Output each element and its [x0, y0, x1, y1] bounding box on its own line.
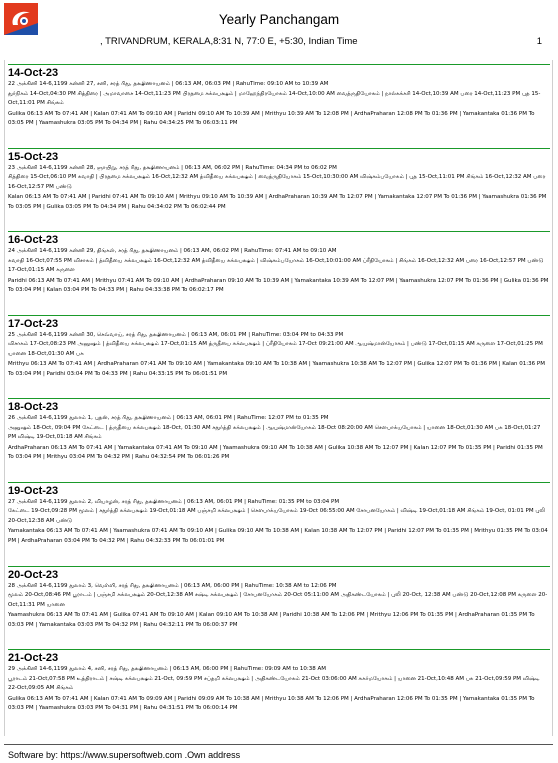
- day-details: சுவாதி 16-Oct,07:55 PM விசாகம் | த்விதீயை சுக்லபக்ஷம் 16-Oct,12:32 AM த்விதீயை சுக்லபக்ஷம் | விஷ்கம்பயோகம் 16-Oct,10:01:00 AM ப்ரீதியோகம் | சிங்கம் 16-Oct,12:32 AM பரை 16-Oct,12:57 PM பண்டு 17-Oct,01:15 AM கருளை: [8, 257, 544, 274]
- day-timings: Kalan 06:13 AM To 07:41 AM | Paridhi 07:41 AM To 09:10 AM | Mrithyu 09:10 AM To 10:39 AM | ArdhaPraharan 10:39 AM To 12:07 PM | Yamakantaka 12:07 PM To 01:36 PM | Yaamashukra 01:36 PM To 03:05 PM | Gulika 03:05 PM To 04:34 PM | Rahu 04:34:02 PM To 06:02:44 PM: [8, 194, 547, 210]
- day-summary: 27 அக்கினி 14-6,1199 துலாம் 2, வியாழன், சரத் ரிது, தக்ஷிணாயனம் | 06:13 AM, 06:01 PM | RahuTime: 01:35 PM to 03:04 PM: [8, 498, 340, 505]
- day-entry: [8, 148, 550, 232]
- day-details: பூராடம் 21-Oct,07:58 PM உத்திராடம் | சஷ்டி சுக்லபக்ஷம் 21-Oct, 09:59 PM சப்தமி சுக்லபக்ஷம் | அதிகண்டயோகம் 21-Oct 03:06:00 AM சுகர்மயோகம் | யானை 21-Oct,10:48 AM பசு 21-Oct,09:59 PM விஷ்டி 22-Oct,09:05 AM சிங்கம்: [8, 675, 540, 692]
- day-details: துர்நிகம் 14-Oct,04:30 PM சித்திரை | அமாவாசை 14-Oct,11:23 PM பிரதமை சுக்லபக்ஷம் | மாஹேந்திரயோகம் 14-Oct,10:00 AM வைத்ருதியோகம் | நால்கக்கரி 14-Oct,10:39 AM பரை 14-Oct,11:23 PM புத 15-Oct,11:01 PM சிங்கம்: [8, 90, 541, 106]
- day-entry: [8, 315, 550, 399]
- day-list: [8, 64, 550, 733]
- day-summary: 22 அக்கினி 14-6,1199 கன்னி 27, சனி, சரத் ரிது, தக்ஷிணாயனம் | 06:13 AM, 06:03 PM | RahuTime: 09:10 AM to 10:39 AM: [8, 81, 329, 87]
- day-timings: Gulika 06:13 AM To 07:41 AM | Kalan 07:41 AM To 09:09 AM | Paridhi 09:09 AM To 10:38 AM | Mrithyu 10:38 AM To 12:06 PM | ArdhaPraharan 12:06 PM To 01:35 PM | Yamakantaka 01:35 PM To 03:03 PM | Yaamashukra 03:03 PM To 04:31 PM | Rahu 04:31:51 PM To 06:00:14 PM: [8, 695, 535, 712]
- day-details: சித்திரை 15-Oct,06:10 PM சுவாதி | பிரதமை சுக்லபக்ஷம் 16-Oct,12:32 AM த்விதீயை சுக்லபக்ஷம் | வைத்ருதியோகம் 15-Oct,10:30:00 AM விஷ்கம்பயோகம் | புத 15-Oct,11:01 PM சிங்கம் 16-Oct,12:32 AM பரை 16-Oct,12:57 PM பண்டு: [8, 174, 546, 190]
- day-details: மூலம் 20-Oct,08:46 PM பூராடம் | பஞ்சமி சுக்லபக்ஷம் 20-Oct,12:38 AM சஷ்டி சுக்லபக்ஷம் | சோபனயோகம் 20-Oct 05:11:00 AM அதிகண்டயோகம் | புலி 20-Oct, 12:38 AM பண்டு 20-Oct,12:08 PM கருளை 20-Oct,11:31 PM யானை: [8, 592, 548, 608]
- day-timings: Paridhi 06:13 AM To 07:41 AM | Mrithyu 07:41 AM To 09:10 AM | ArdhaPraharan 09:10 AM To 10:39 AM | Yamakantaka 10:39 AM To 12:07 PM | Yaamashukra 12:07 PM To 01:36 PM | Gulika 01:36 PM To 03:04 PM | Kalan 03:04 PM To 04:33 PM | Rahu 04:33:38 PM To 06:02:17 PM: [8, 277, 549, 294]
- day-timings: Gulika 06:13 AM To 07:41 AM | Kalan 07:41 AM To 09:10 AM | Paridhi 09:10 AM To 10:39 AM | Mrithyu 10:39 AM To 12:08 PM | ArdhaPraharan 12:08 PM To 01:36 PM | Yamakantaka 01:36 PM To 03:05 PM | Yaamashukra 03:05 PM To 04:34 PM | Rahu 04:34:25 PM To 06:03:11 PM: [8, 110, 535, 126]
- day-date: 20-Oct-23: [8, 568, 59, 581]
- day-date: 16-Oct-23: [8, 234, 59, 247]
- day-entry: [8, 482, 550, 566]
- day-summary: 26 அக்கினி 14-6,1199 துலாம் 1, புதன், சரத் ரிது, தக்ஷிணாயனம் | 06:13 AM, 06:01 PM | RahuTime: 12:07 PM to 01:35 PM: [8, 415, 329, 422]
- day-entry: [8, 64, 550, 148]
- day-timings: Yaamashukra 06:13 AM To 07:41 AM | Gulika 07:41 AM To 09:10 AM | Kalan 09:10 AM To 10:38 AM | Paridhi 10:38 AM To 12:06 PM | Mrithyu 12:06 PM To 01:35 PM | ArdhaPraharan 01:35 PM To 03:03 PM | Yamakantaka 03:03 PM To 04:32 PM | Rahu 04:32:11 PM To 06:00:37 PM: [8, 612, 535, 628]
- day-timings: ArdhaPraharan 06:13 AM To 07:41 AM | Yamakantaka 07:41 AM To 09:10 AM | Yaamashukra 09:10 AM To 10:38 AM | Gulika 10:38 AM To 12:07 PM | Kalan 12:07 PM To 01:35 PM | Paridhi 01:35 PM To 03:04 PM | Mrithyu 03:04 PM To 04:32 PM | Rahu 04:32:54 PM To 06:01:26 PM: [8, 444, 543, 461]
- location-info: , TRIVANDRUM, KERALA,8:31 N, 77:0 E, +5:30, Indian Time: [100, 36, 358, 47]
- day-details: கேட்டை 19-Oct,09:28 PM மூலம் | சதுர்த்தி சுக்லபக்ஷம் 19-Oct,01:18 AM பஞ்சமி சுக்லபக்ஷம் | சௌபாக்யயோகம் 19-Oct 06:55:00 AM சோபனயோகம் | விஷ்டி 19-Oct,01:18 AM சிங்கம் 19-Oct, 01:01 PM புலி 20-Oct,12:38 AM பண்டு: [8, 508, 546, 524]
- day-summary: 29 அக்கினி 14-6,1199 துலாம் 4, சனி, சரத் ரிது, தக்ஷிணாயனம் | 06:13 AM, 06:00 PM | RahuTime: 09:09 AM to 10:38 AM: [8, 666, 327, 673]
- day-timings: Mrithyu 06:13 AM To 07:41 AM | ArdhaPraharan 07:41 AM To 09:10 AM | Yamakantaka 09:10 AM To 10:38 AM | Yaamashukra 10:38 AM To 12:07 PM | Gulika 12:07 PM To 01:36 PM | Kalan 01:36 PM To 03:04 PM | Paridhi 03:04 PM To 04:33 PM | Rahu 04:33:15 PM To 06:01:51 PM: [8, 361, 545, 377]
- footer-credit: Software by: https://www.supersoftweb.com .Own address: [8, 750, 241, 760]
- day-date: 21-Oct-23: [8, 652, 59, 665]
- day-entry: [8, 566, 550, 650]
- page-header: [0, 0, 558, 62]
- day-entry: [8, 231, 550, 315]
- day-details: அனுஷம் 18-Oct, 09:04 PM கேட்டை | த்ருதீயை சுக்லபக்ஷம் 18-Oct, 01:30 AM சதுர்த்தி சுக்லபக்ஷம் | ஆயுஷ்மான்யோகம் 18-Oct 08:20:00 AM சௌபாக்யயோகம் | யானை 18-Oct,01:30 AM பசு 18-Oct,01:27 PM விஷ்டி 19-Oct,01:18 AM சிங்கம்: [8, 424, 541, 441]
- day-summary: 23 அக்கினி 14-6,1199 கன்னி 28, ஞாயிறு, சரத் ரிது, தக்ஷிணாயனம் | 06:13 AM, 06:02 PM | RahuTime: 04:34 PM to 06:02 PM: [8, 164, 337, 171]
- day-date: 15-Oct-23: [8, 150, 59, 163]
- day-entry: [8, 398, 550, 482]
- day-date: 14-Oct-23: [8, 67, 59, 79]
- day-summary: 28 அக்கினி 14-6,1199 துலாம் 3, வெள்ளி, சரத் ரிது, தக்ஷிணாயனம் | 06:13 AM, 06:00 PM | RahuTime: 10:38 AM to 12:06 PM: [8, 582, 337, 589]
- day-date: 18-Oct-23: [8, 401, 59, 414]
- day-date: 19-Oct-23: [8, 484, 59, 497]
- page-title: Yearly Panchangam: [218, 12, 340, 27]
- day-entry: [8, 649, 550, 733]
- day-summary: 25 அக்கினி 14-6,1199 கன்னி 30, செவ்வாய், சரத் ரிது, தக்ஷிணாயனம் | 06:13 AM, 06:01 PM | RahuTime: 03:04 PM to 04:33 PM: [8, 331, 344, 338]
- day-timings: Yamakantaka 06:13 AM To 07:41 AM | Yaamashukra 07:41 AM To 09:10 AM | Gulika 09:10 AM To 10:38 AM | Kalan 10:38 AM To 12:07 PM | Paridhi 12:07 PM To 01:35 PM | Mrithyu 01:35 PM To 03:04 PM | ArdhaPraharan 03:04 PM To 04:32 PM | Rahu 04:32:33 PM To 06:01:01 PM: [8, 528, 548, 544]
- page-number: 1: [536, 36, 542, 47]
- day-details: விசாகம் 17-Oct,08:23 PM அனுஷம் | த்விதீயை சுக்லபக்ஷம் 17-Oct,01:15 AM த்ருதீயை சுக்லபக்ஷம் | ப்ரீதியோகம் 17-Oct 09:21:00 AM ஆயுஷ்மான்யோகம் | பண்டு 17-Oct,01:15 AM கருளை 17-Oct,01:25 PM யானை 18-Oct,01:30 AM பசு: [8, 341, 543, 357]
- day-summary: 24 அக்கினி 14-6,1199 கன்னி 29, திங்கள், சரத் ரிது, தக்ஷிணாயனம் | 06:13 AM, 06:02 PM | RahuTime: 07:41 AM to 09:10 AM: [8, 248, 337, 255]
- footer-divider: [4, 744, 553, 745]
- day-date: 17-Oct-23: [8, 317, 59, 330]
